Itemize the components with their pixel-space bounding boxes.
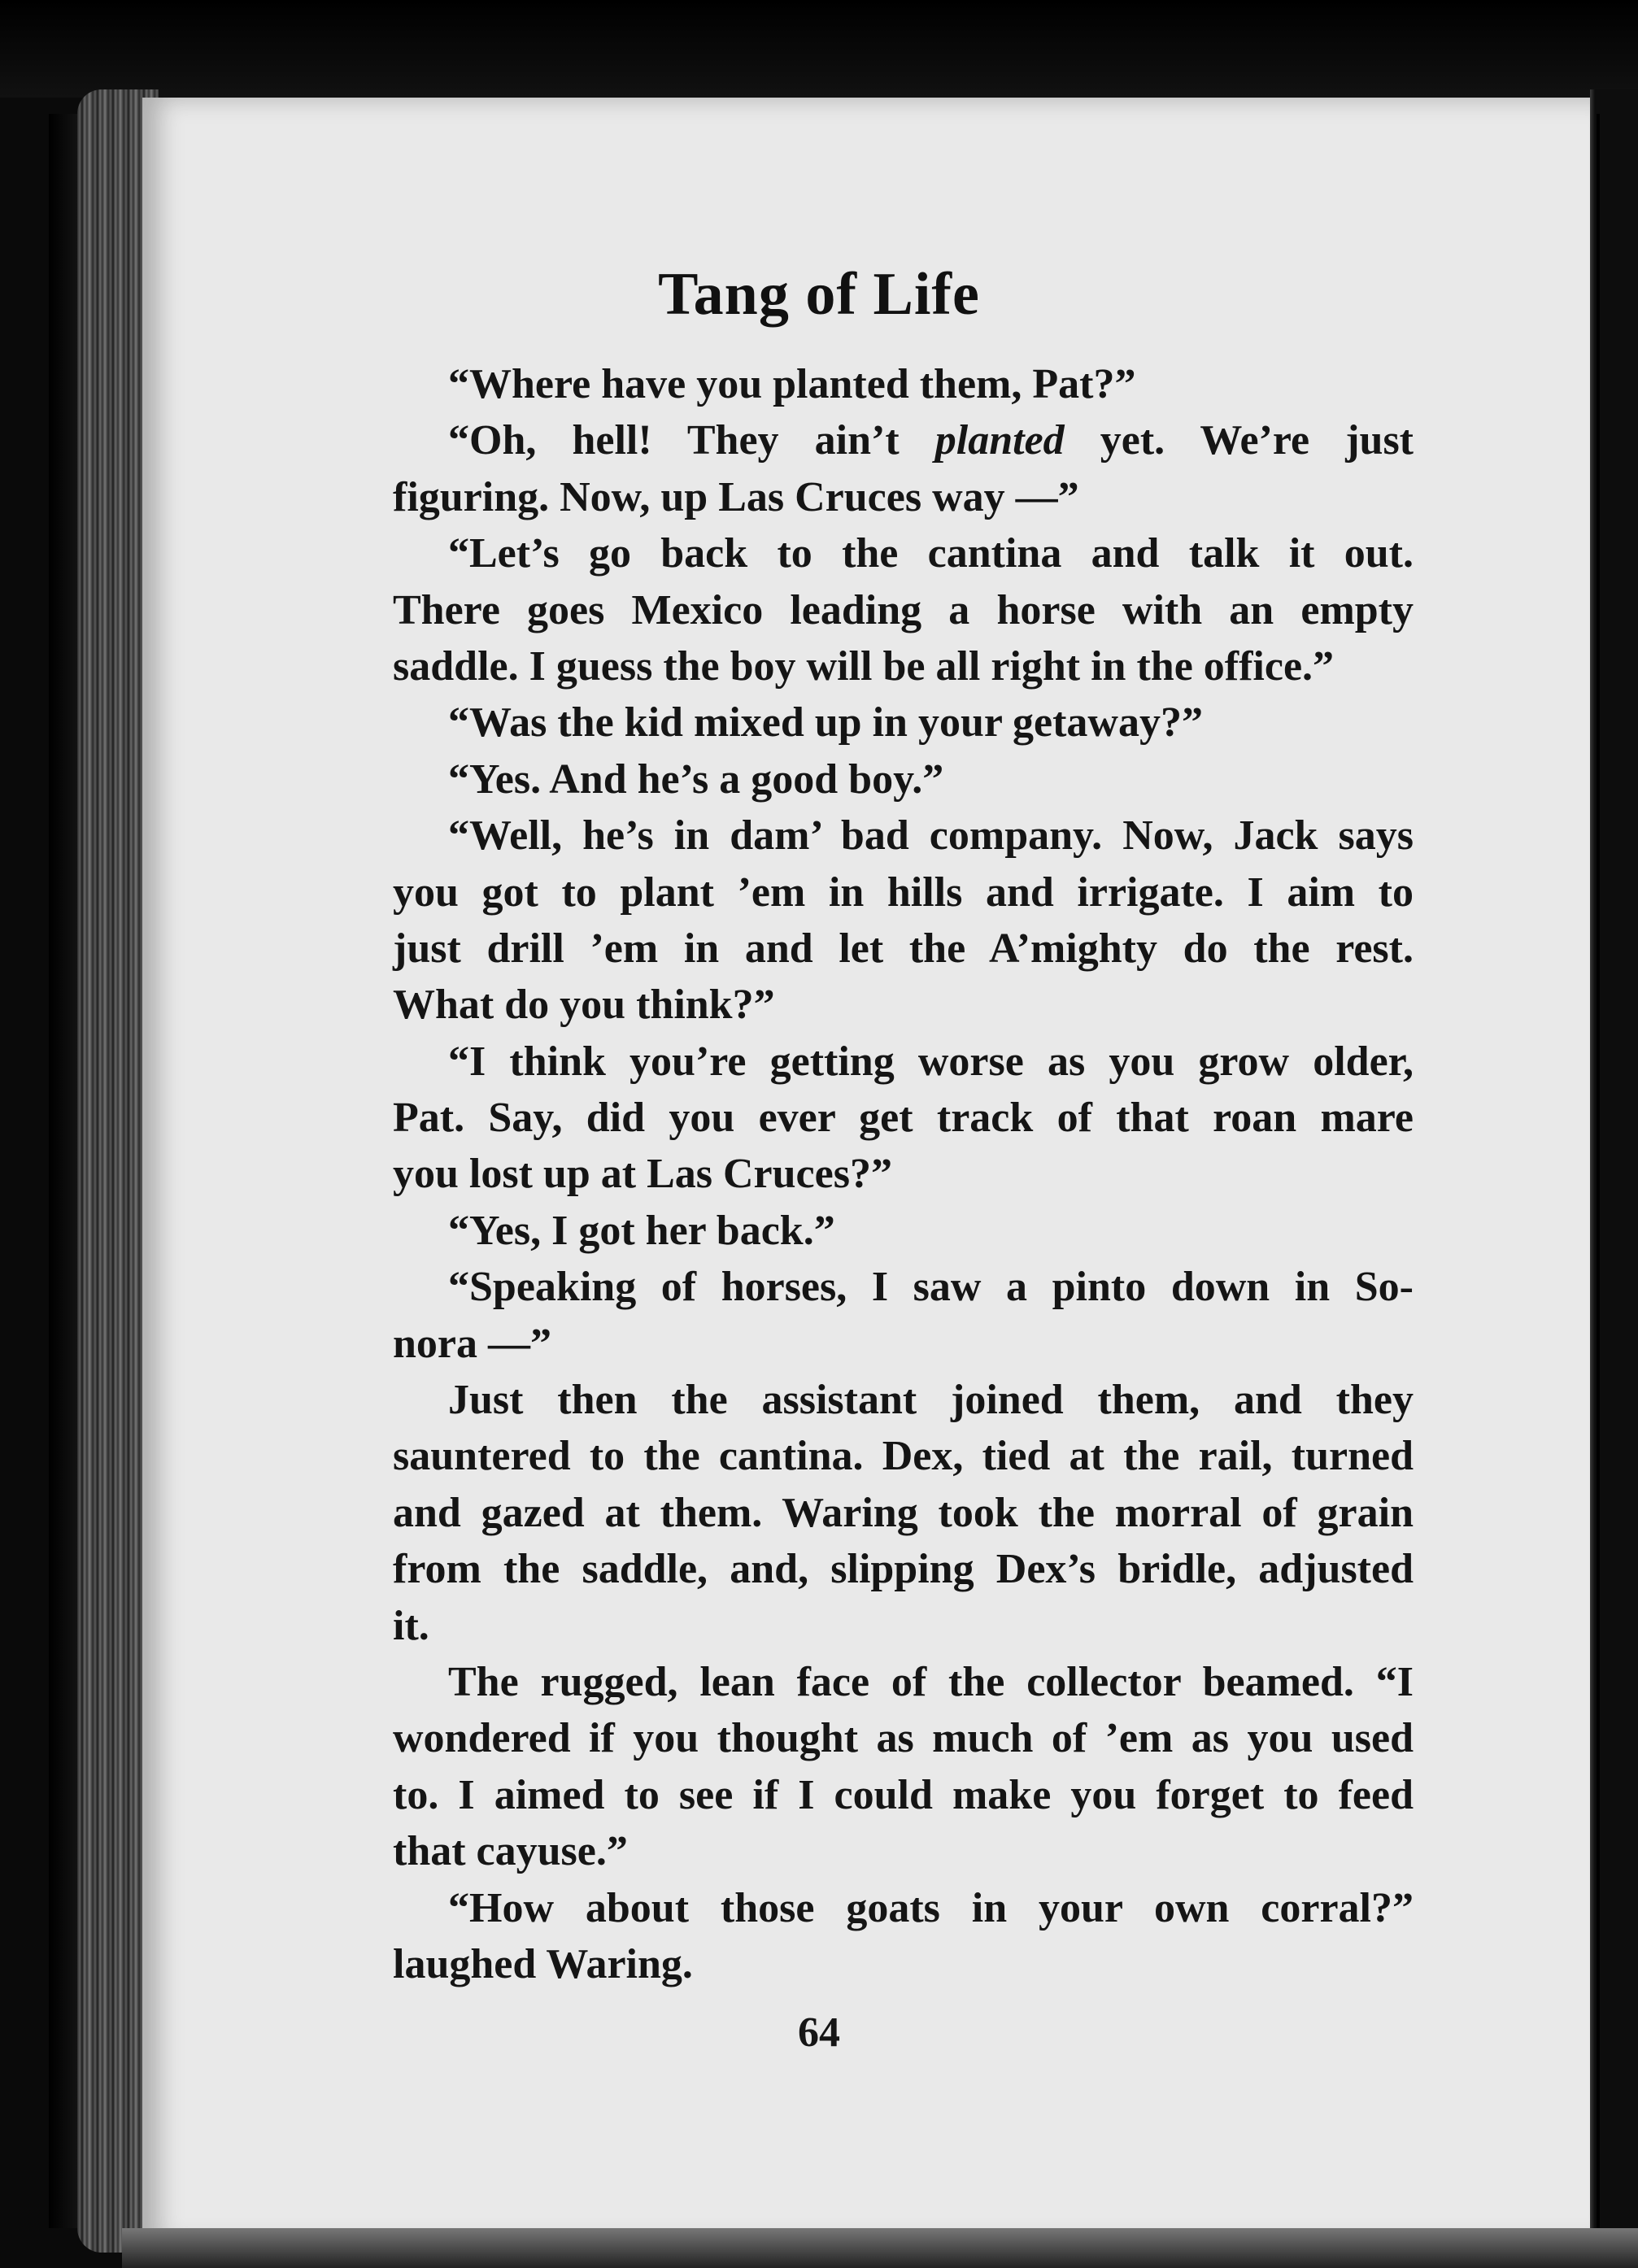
text-segment: yet. We’re just bbox=[1064, 417, 1414, 464]
text-line: “Yes, I got her back.” bbox=[448, 1207, 835, 1254]
text-line: to. I aimed to see if I could make you forget to feed bbox=[393, 1771, 1414, 1818]
text-line: just drill ’em in and let the A’mighty do the rest. bbox=[393, 925, 1414, 972]
text-line: The rugged, lean face of the collector beamed. “I bbox=[448, 1658, 1414, 1705]
text-line: “Well, he’s in dam’ bad company. Now, Jack says bbox=[448, 812, 1414, 860]
text-line: figuring. Now, up Las Cruces way —” bbox=[393, 473, 1079, 520]
running-head: Tang of Life bbox=[658, 261, 980, 328]
text-line: “Where have you planted them, Pat?” bbox=[448, 361, 1136, 407]
text-line: from the saddle, and, slipping Dex’s bridle, adjusted bbox=[393, 1546, 1414, 1593]
text-line: nora —” bbox=[393, 1320, 551, 1367]
text-line: it. bbox=[393, 1602, 429, 1649]
text-line: There goes Mexico leading a horse with an empty bbox=[393, 586, 1414, 633]
text-line: wondered if you thought as much of ’em as you used bbox=[393, 1715, 1414, 1762]
text-line: What do you think?” bbox=[393, 982, 775, 1029]
scan-top-border bbox=[0, 0, 1638, 98]
text-line: Just then the assistant joined them, and they bbox=[448, 1377, 1414, 1424]
text-line: laughed Waring. bbox=[393, 1940, 693, 1987]
text-line: “Let’s go back to the cantina and talk it out. bbox=[448, 530, 1414, 577]
text-line bbox=[393, 412, 1414, 468]
scan-bottom-border bbox=[122, 2228, 1638, 2268]
body-text bbox=[393, 356, 1414, 1992]
text-segment: “Oh, hell! They ain’t bbox=[448, 417, 935, 464]
text-line: sauntered to the cantina. Dex, tied at the rail, turned bbox=[393, 1433, 1414, 1480]
text-line: you lost up at Las Cruces?” bbox=[393, 1151, 892, 1198]
text-line: “Speaking of horses, I saw a pinto down in So- bbox=[448, 1264, 1414, 1311]
text-line: “Was the kid mixed up in your getaway?” bbox=[448, 699, 1203, 747]
text-line: saddle. I guess the boy will be all right in the office.” bbox=[393, 642, 1335, 690]
text-line: “Yes. And he’s a good boy.” bbox=[448, 755, 944, 803]
text-line: and gazed at them. Waring took the morral of grain bbox=[393, 1489, 1414, 1536]
italic-word: planted bbox=[934, 417, 1065, 464]
text-line: Pat. Say, did you ever get track of that roan mare bbox=[393, 1095, 1414, 1142]
text-line: “How about those goats in your own corral?” bbox=[448, 1884, 1414, 1931]
right-edge-line bbox=[1597, 114, 1600, 2228]
text-line: “I think you’re getting worse as you grow older, bbox=[448, 1038, 1414, 1085]
page-number: 64 bbox=[798, 2009, 840, 2056]
text-line: you got to plant ’em in hills and irrigate. I aim to bbox=[393, 868, 1414, 916]
text-line: that cayuse.” bbox=[393, 1828, 628, 1875]
